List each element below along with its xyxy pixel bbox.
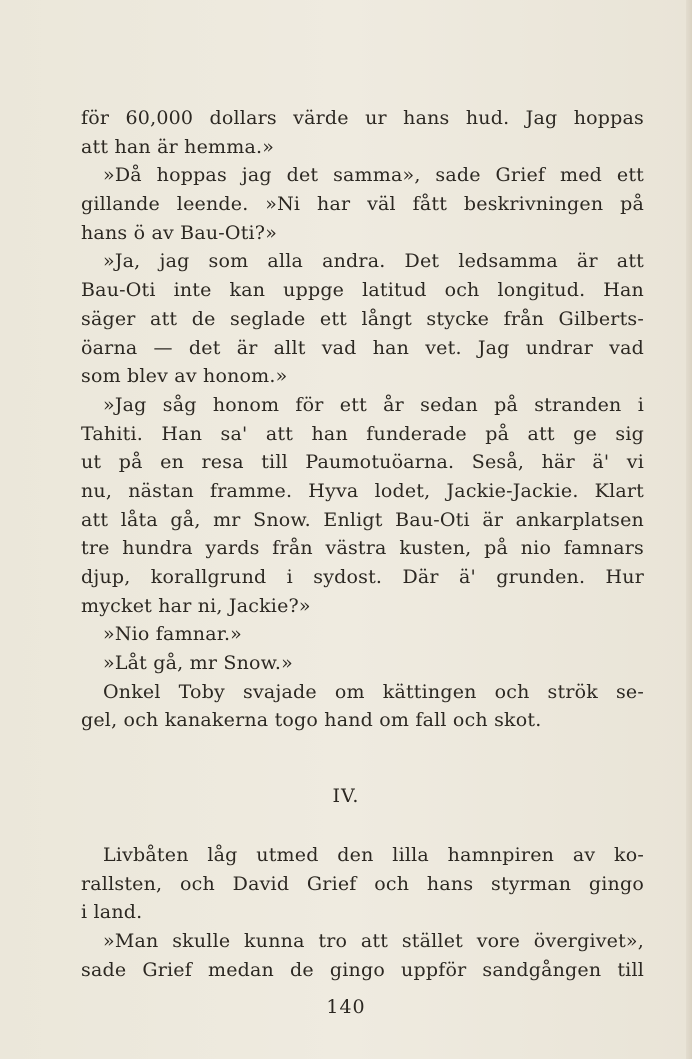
text-line: »Ja, jag som alla andra. Det ledsamma är att [103, 250, 644, 273]
text-line: djup, korallgrund i sydost. Där ä' grunden. Hur [81, 566, 644, 588]
text-line: Bau-Oti inte kan uppge latitud och longitud. Han [81, 279, 644, 302]
text-line: tre hundra yards från västra kusten, på nio famnars [81, 537, 644, 560]
text-line: för 60,000 dollars värde ur hans hud. Jag hoppas [81, 107, 644, 129]
section-text-bottom [81, 841, 644, 984]
text-line: hans ö av Bau-Oti?» [81, 221, 278, 244]
text-line: som blev av honom.» [81, 365, 288, 388]
page-edge [686, 0, 692, 1059]
text-line: Tahiti. Han sa' att han funderade på att ge sig [81, 422, 644, 445]
page-number: 140 [326, 996, 366, 1018]
text-line: mycket har ni, Jackie?» [81, 594, 311, 617]
text-line: nu, nästan framme. Hyva lodet, Jackie-Jackie. Klart [81, 479, 644, 502]
text-line: Onkel Toby svajade om kättingen och strök se- [103, 680, 644, 703]
text-line: rallsten, och David Grief och hans styrman gingo [81, 872, 644, 895]
text-line: att låta gå, mr Snow. Enligt Bau-Oti är ankarplatsen [81, 508, 644, 531]
text-line: gillande leende. »Ni har väl fått beskrivningen på [81, 193, 644, 216]
text-line: »Nio famnar.» [103, 623, 243, 646]
chapter-heading: IV. [332, 785, 360, 807]
text-line: »Jag såg honom för ett år sedan på stranden i [103, 393, 644, 416]
text-line: »Man skulle kunna tro att stället vore övergivet», [103, 930, 644, 953]
text-line: ut på en resa till Paumotuöarna. Seså, här ä' vi [81, 451, 644, 474]
text-line: »Då hoppas jag det samma», sade Grief med ett [103, 164, 644, 187]
text-line: »Låt gå, mr Snow.» [103, 652, 293, 675]
section-text-top [81, 104, 644, 735]
text-line: sade Grief medan de gingo uppför sandgången till [81, 958, 644, 981]
text-line: Livbåten låg utmed den lilla hamnpiren av ko- [103, 844, 644, 866]
text-line: öarna — det är allt vad han vet. Jag undrar vad [81, 336, 644, 359]
text-line: säger att de seglade ett långt stycke från Gilberts- [81, 307, 644, 330]
text-line: att han är hemma.» [81, 135, 275, 158]
text-line: gel, och kanakerna togo hand om fall och skot. [81, 709, 542, 732]
text-line: i land. [81, 901, 143, 924]
